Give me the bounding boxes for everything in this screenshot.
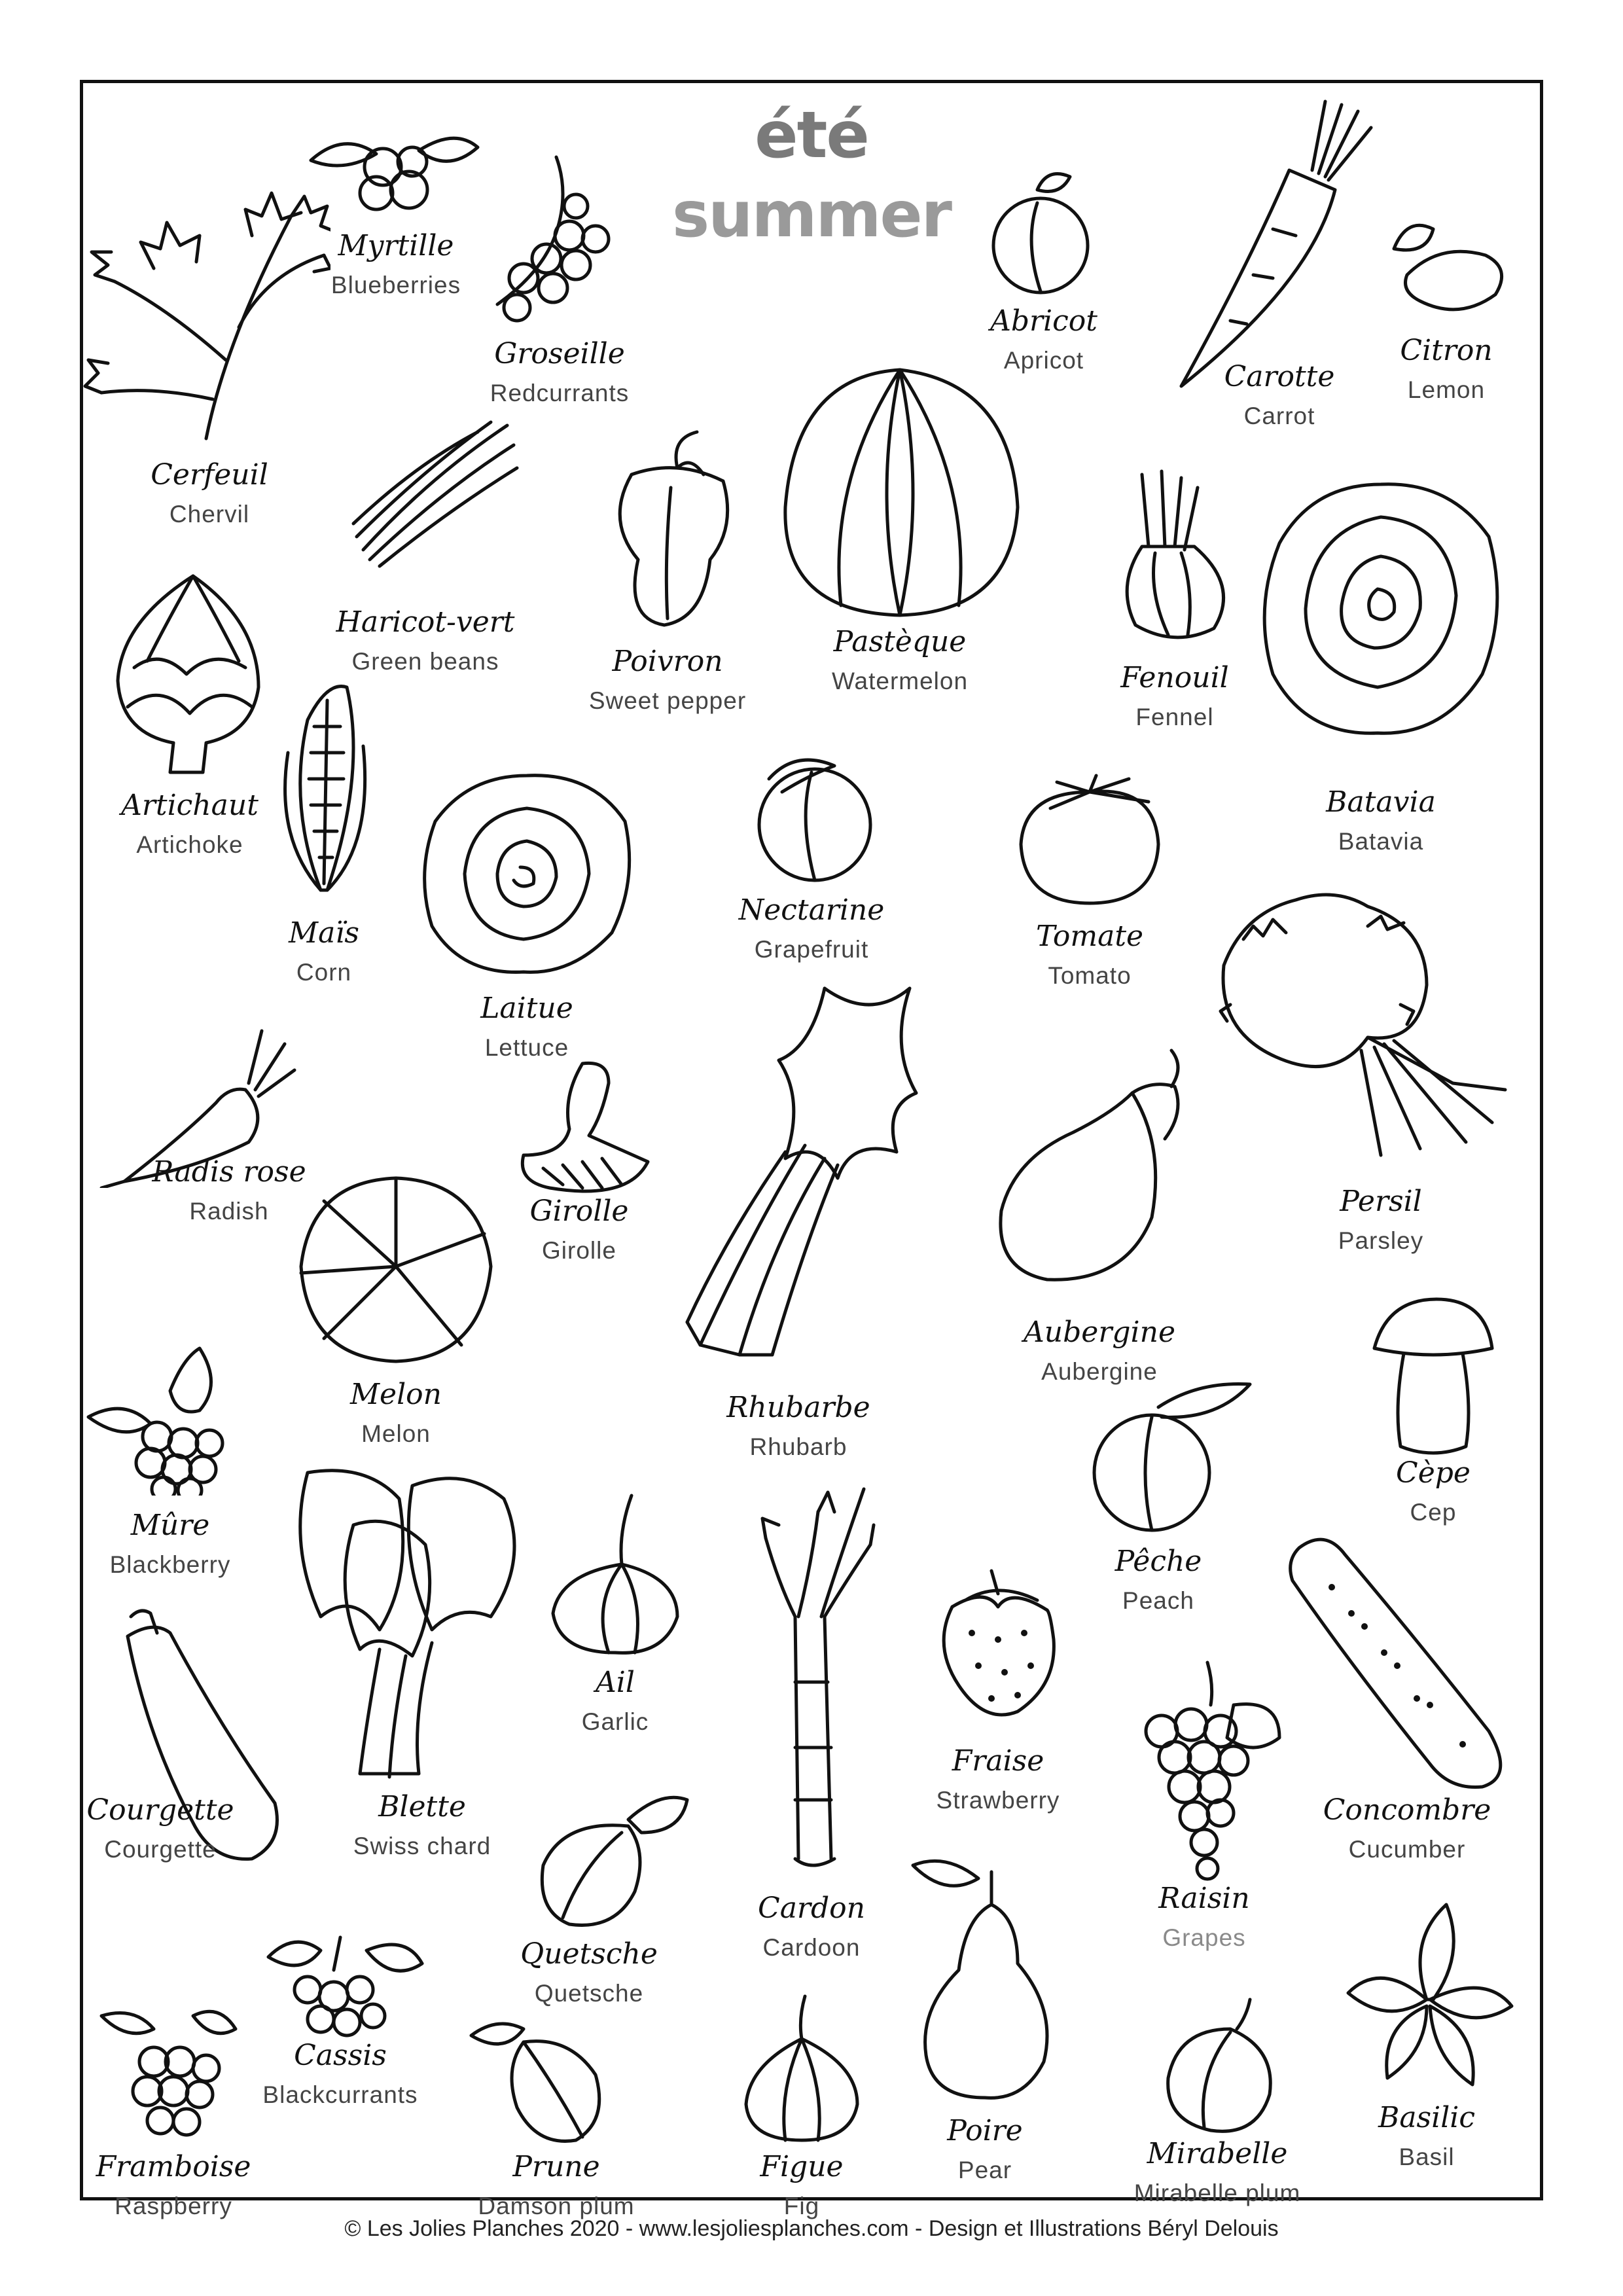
item-label-en: Lettuce [484,1034,569,1061]
item-label-en: Strawberry [936,1787,1060,1814]
item-label-en: Melon [361,1420,431,1447]
item-label-en: Pear [957,2157,1012,2183]
item-label-en: Batavia [1338,828,1424,855]
item-label-fr: Carotte [1224,360,1335,393]
item-label-en: Fennel [1135,704,1214,730]
chervil-icon [75,177,330,445]
item-label-fr: Rhubarbe [726,1391,870,1424]
item-label-fr: Concombre [1323,1793,1491,1827]
lemon-icon [1381,209,1512,314]
item-label-en: Parsley [1338,1227,1424,1254]
item-label-fr: Mûre [130,1509,210,1542]
item-label-en: Mirabelle plum [1133,2179,1301,2206]
item-label-en: Cep [1410,1499,1457,1526]
watermelon-icon [776,363,1024,619]
item-label-en: Cucumber [1348,1836,1466,1863]
item-label-en: Carrot [1243,403,1315,429]
corn-icon [275,674,373,897]
item-label-en: Corn [296,959,352,986]
item-label-en: Courgette [104,1836,217,1863]
item-label-fr: Artichaut [121,789,259,822]
item-label-fr: Figue [760,2150,844,2183]
item-label-fr: Aubergine [1024,1316,1175,1349]
page-title-english: summer [672,178,951,251]
redcurrants-icon [478,154,641,331]
item-label-fr: Abricot [990,304,1097,338]
rhubarb-icon [674,982,923,1361]
item-label-fr: Prune [512,2150,600,2183]
item-label-fr: Poire [947,2114,1023,2147]
item-label-fr: Courgette [86,1793,234,1827]
blueberries-icon [304,128,488,219]
item-label-fr: Myrtille [338,229,454,262]
item-label-fr: Cardon [758,1892,865,1925]
item-label-en: Sweet pepper [588,687,747,714]
batavia-icon [1253,478,1508,740]
basil-icon [1342,1901,1518,2091]
blackcurrants-icon [262,1931,425,2049]
damson-plum-icon [465,2016,628,2147]
item-label-fr: Nectarine [738,893,885,927]
strawberry-icon [926,1568,1070,1725]
item-label-en: Blackcurrants [262,2081,418,2108]
cep-icon [1368,1296,1499,1460]
item-label-fr: Cerfeuil [151,458,268,492]
item-label-en: Lemon [1407,376,1486,403]
item-label-en: Peach [1122,1587,1194,1614]
grapes-icon [1122,1659,1286,1882]
item-label-fr: Radis rose [152,1155,306,1189]
lettuce-icon [416,769,638,978]
item-label-fr: Quetsche [520,1937,658,1971]
item-label-en: Fig [783,2193,820,2219]
item-label-fr: Blette [378,1790,466,1823]
item-label-fr: Cèpe [1396,1456,1471,1490]
item-label-fr: Poivron [612,645,723,678]
cucumber-icon [1273,1528,1528,1790]
item-label-en: Radish [189,1198,269,1225]
item-label-fr: Citron [1400,334,1493,367]
item-label-fr: Persil [1340,1185,1422,1218]
raspberry-icon [95,2003,252,2147]
item-label-fr: Groseille [494,337,625,370]
item-label-fr: Fraise [952,1744,1044,1778]
artichoke-icon [108,569,272,779]
item-label-fr: Pastèque [833,625,967,658]
item-label-en: Grapes [1162,1924,1246,1951]
garlic-icon [546,1492,684,1656]
item-label-fr: Maïs [289,916,359,950]
girolle-icon [510,1057,661,1201]
item-label-en: Redcurrants [490,380,630,406]
item-label-en: Watermelon [831,668,969,694]
item-label-fr: Laitue [480,992,573,1025]
item-label-fr: Girolle [529,1194,629,1228]
item-label-en: Basil [1399,2144,1455,2170]
pear-icon [906,1852,1063,2101]
page-title-french: été [755,98,868,173]
item-label-en: Green beans [351,648,499,675]
swiss-chard-icon [281,1460,537,1787]
item-label-en: Tomato [1048,962,1132,989]
mirabelle-plum-icon [1158,1996,1283,2140]
aubergine-icon [995,1047,1198,1289]
quetsche-icon [530,1787,700,1931]
melon-icon [298,1175,494,1365]
item-label-fr: Basilic [1378,2101,1475,2134]
item-label-en: Raspberry [115,2193,232,2219]
item-label-en: Garlic [581,1708,649,1735]
item-label-en: Grapefruit [754,936,869,963]
fennel-icon [1103,468,1247,645]
item-label-en: Damson plum [478,2193,635,2219]
item-label-fr: Ail [596,1666,635,1699]
item-label-en: Rhubarb [749,1433,847,1460]
item-label-en: Cardoon [762,1934,861,1961]
apricot-icon [985,164,1103,301]
item-label-fr: Batavia [1326,785,1436,819]
item-label-fr: Fenouil [1120,661,1229,694]
cardoon-icon [759,1486,877,1872]
item-label-fr: Raisin [1158,1882,1250,1915]
item-label-fr: Framboise [96,2150,251,2183]
item-label-en: Quetsche [534,1980,644,2007]
item-label-fr: Cassis [294,2039,387,2072]
item-label-en: Artichoke [136,831,243,858]
tomato-icon [1018,772,1168,910]
peach-icon [1086,1381,1257,1538]
item-label-fr: Haricot-vert [336,605,515,639]
item-label-fr: Tomate [1035,920,1144,953]
item-label-en: Blackberry [109,1551,231,1578]
item-label-fr: Pêche [1115,1545,1202,1578]
sweet-pepper-icon [599,429,736,632]
item-label-en: Swiss chard [353,1833,491,1859]
nectarine-icon [743,746,880,884]
item-label-en: Aubergine [1041,1358,1158,1385]
item-label-en: Chervil [169,501,250,528]
item-label-en: Blueberries [330,272,461,298]
page-footer: © Les Jolies Planches 2020 - www.lesjoliesplanches.com - Design et Illustrations Béryl Delouis [344,2216,1279,2241]
item-label-en: Girolle [542,1237,616,1264]
item-label-fr: Melon [350,1378,442,1411]
green-beans-icon [350,419,520,569]
item-label-en: Apricot [1003,347,1084,374]
parsley-icon [1204,887,1518,1162]
blackberry-icon [85,1345,249,1496]
item-label-fr: Mirabelle [1147,2137,1288,2170]
